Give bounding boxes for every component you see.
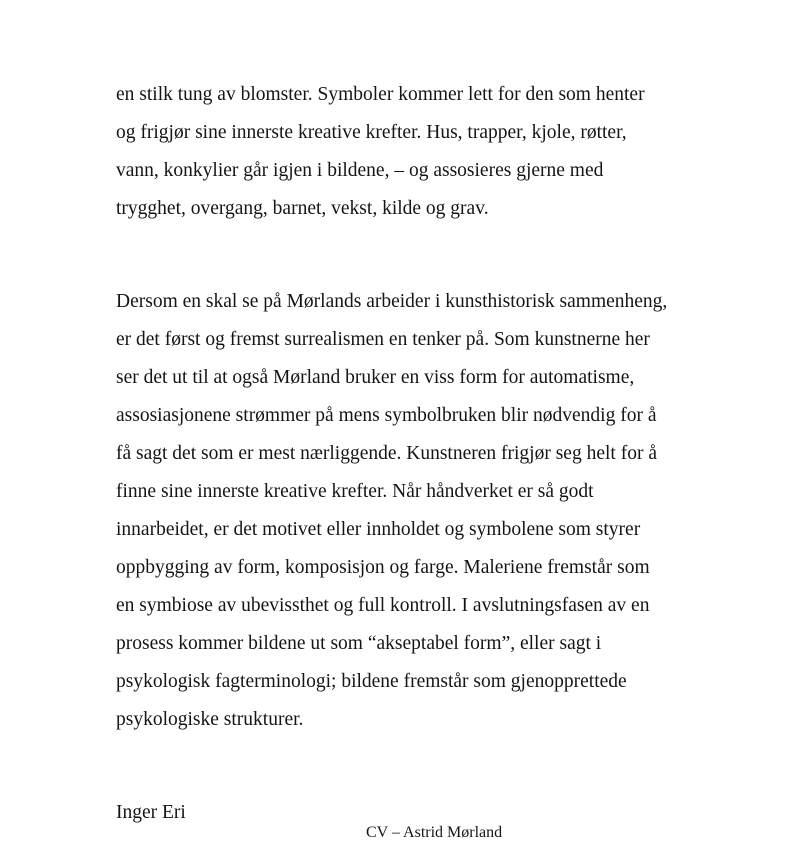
text-line: ser det ut til at også Mørland bruker en viss form for automatisme, [116, 367, 635, 388]
text-line: finne sine innerste kreative krefter. Når håndverket er så godt [116, 481, 594, 502]
text-line: psykologiske strukturer. [116, 709, 304, 730]
text-line: få sagt det som er mest nærliggende. Kunstneren frigjør seg helt for å [116, 443, 657, 464]
text-line: vann, konkylier går igjen i bildene, – og assosieres gjerne med [116, 160, 604, 181]
text-line: trygghet, overgang, barnet, vekst, kilde og grav. [116, 198, 489, 219]
text-line: er det først og fremst surrealismen en tenker på. Som kunstnerne her [116, 329, 650, 350]
text-line: Dersom en skal se på Mørlands arbeider i kunsthistorisk sammenheng, [116, 291, 668, 312]
text-line: innarbeidet, er det motivet eller innholdet og symbolene som styrer [116, 519, 641, 540]
text-line: og frigjør sine innerste kreative krefter. Hus, trapper, kjole, røtter, [116, 122, 627, 143]
text-line: prosess kommer bildene ut som “akseptabel form”, eller sagt i [116, 633, 602, 654]
text-line: psykologisk fagterminologi; bildene fremstår som gjenopprettede [116, 671, 627, 692]
paragraph-1 [116, 76, 756, 228]
text-line: oppbygging av form, komposisjon og farge. Maleriene fremstår som [116, 557, 650, 578]
paragraph-2 [116, 283, 756, 739]
page-footer: CV – Astrid Mørland [366, 824, 503, 841]
author-signature: Inger Eri [116, 802, 186, 823]
text-line: en stilk tung av blomster. Symboler kommer lett for den som henter [116, 84, 645, 105]
text-line: en symbiose av ubevissthet og full kontroll. I avslutningsfasen av en [116, 595, 650, 616]
text-line: assosiasjonene strømmer på mens symbolbruken blir nødvendig for å [116, 405, 657, 426]
